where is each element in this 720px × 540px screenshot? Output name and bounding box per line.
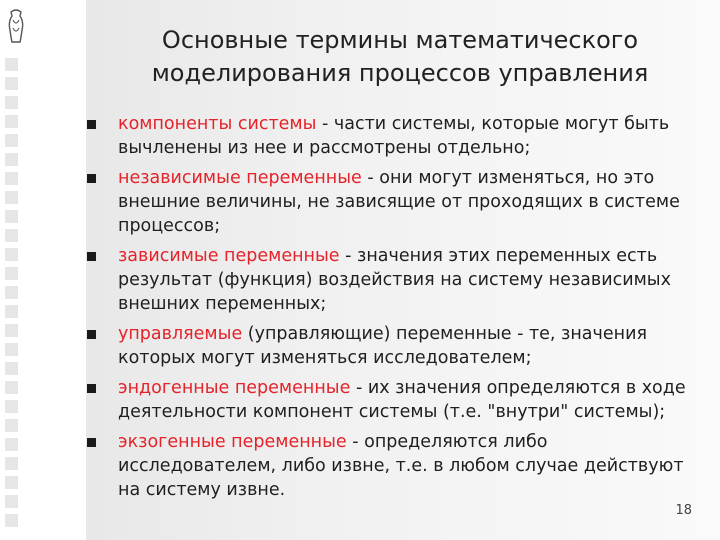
list-item bbox=[0, 112, 720, 160]
terms-list bbox=[0, 112, 720, 502]
term-label: зависимые переменные bbox=[118, 246, 340, 266]
term-label: эндогенные переменные bbox=[118, 378, 351, 398]
term-label: независимые переменные bbox=[118, 168, 362, 188]
list-item bbox=[0, 166, 720, 238]
square-bullet-icon bbox=[87, 330, 96, 339]
vase-logo-icon bbox=[6, 8, 26, 46]
term-label: управляемые bbox=[118, 324, 243, 344]
term-definition: (управляющие) переменные - те, значения которых могут изменяться исследователем; bbox=[118, 324, 647, 368]
term-label: компоненты системы bbox=[118, 114, 317, 134]
term-definition: - значения этих переменных есть результат (функция) воздействия на систему независимых внешних переменных; bbox=[118, 246, 671, 314]
decorative-square bbox=[5, 514, 18, 527]
term-definition: - их значения определяются в ходе деятельности компонент системы (т.е. "внутри" системы); bbox=[118, 378, 686, 422]
decorative-square bbox=[5, 96, 18, 109]
page-number: 18 bbox=[675, 503, 692, 518]
term-definition: - определяются либо исследователем, либо извне, т.е. в любом случае действуют на систему извне. bbox=[118, 432, 684, 500]
decorative-square bbox=[5, 58, 18, 71]
title-line-1: Основные термины математического bbox=[161, 26, 639, 54]
list-item bbox=[0, 376, 720, 424]
list-item bbox=[0, 430, 720, 502]
square-bullet-icon bbox=[87, 252, 96, 261]
square-bullet-icon bbox=[87, 384, 96, 393]
square-bullet-icon bbox=[87, 174, 96, 183]
term-label: экзогенные переменные bbox=[118, 432, 347, 452]
term-definition: - части системы, которые могут быть вычленены из нее и рассмотрены отдельно; bbox=[118, 114, 670, 158]
list-item bbox=[0, 322, 720, 370]
term-definition: - они могут изменяться, но это внешние величины, не зависящие от проходящих в системе процессов; bbox=[118, 168, 680, 236]
square-bullet-icon bbox=[87, 120, 96, 129]
slide-title bbox=[110, 24, 690, 90]
decorative-square bbox=[5, 77, 18, 90]
title-line-2: моделирования процессов управления bbox=[151, 59, 649, 87]
list-item bbox=[0, 244, 720, 316]
square-bullet-icon bbox=[87, 438, 96, 447]
